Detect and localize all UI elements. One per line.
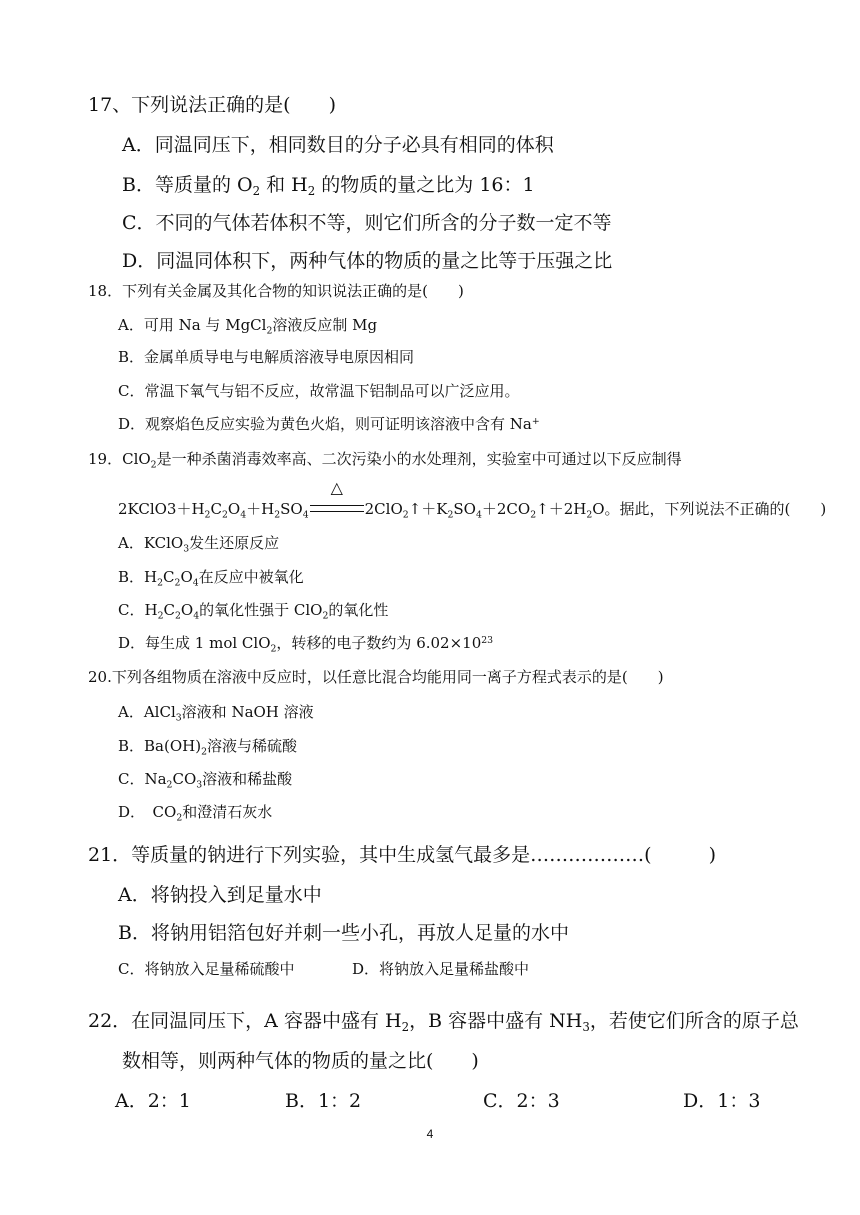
q22-option-d: D．1：3: [683, 1090, 761, 1112]
delta-heat-symbol: △: [330, 478, 343, 497]
q22-stem: 22．在同温同压下，A 容器中盛有 $H_2$，B 容器中盛有 $NH_3$，若使它们所含的原子总: [88, 1010, 799, 1035]
q18-stem: 18．下列有关金属及其化合物的知识说法正确的是( ): [88, 282, 464, 300]
q19-option-b: B．$H_2C_2O_4$在反应中被氧化: [118, 568, 304, 589]
q19-equation: $2KClO3+H_2C_2O_4+H_2SO_4$ △ $2ClO_2↑+K_2SO_4+2CO_2↑+2H_2O$。据此，下列说法不正确的( ): [118, 478, 827, 521]
q22-option-b: B．1：2: [285, 1090, 362, 1112]
q19-stem: 19．ClO$_2$是一种杀菌消毒效率高、二次污染小的水处理剂，实验室中可通过以下反应制得: [88, 450, 682, 471]
q17-option-a: A．同温同压下，相同数目的分子必具有相同的体积: [122, 134, 554, 156]
q21-option-b: B．将钠用铝箔包好并刺一些小孔，再放人足量的水中: [118, 922, 569, 944]
q20-option-b: B．$Ba(OH)_2$溶液与稀硫酸: [118, 737, 298, 758]
q21-stem: 21．等质量的钠进行下列实验，其中生成氢气最多是………………( ): [88, 844, 717, 866]
q20-option-c: C．$Na_2CO_3$溶液和稀盐酸: [118, 770, 293, 791]
q19-option-d: D．每生成 1 mol ClO$_2$，转移的电子数约为 $6.02\times 10^{23}$: [118, 634, 494, 655]
q17-option-d: D．同温同体积下，两种气体的物质的量之比等于压强之比: [122, 250, 613, 272]
page-number: 4: [426, 1127, 434, 1141]
q20-option-d: D． $CO_2$和澄清石灰水: [118, 803, 273, 824]
q17-option-c: C．不同的气体若体积不等，则它们所含的分子数一定不等: [122, 212, 612, 234]
q17-stem: 17、下列说法正确的是( ): [88, 94, 337, 116]
q18-option-d: D．观察焰色反应实验为黄色火焰，则可证明该溶液中含有 Na+: [118, 415, 540, 433]
q18-option-c: C．常温下氧气与铝不反应，故常温下铝制品可以广泛应用。: [118, 382, 520, 400]
q18-option-b: B．金属单质导电与电解质溶液导电原因相同: [118, 348, 415, 366]
q22-option-a: A．2：1: [115, 1090, 191, 1112]
q17-option-b: B．等质量的 $O_2$ 和 $H_2$ 的物质的量之比为 16：1: [122, 174, 535, 199]
q21-option-c: C．将钠放入足量稀硫酸中: [118, 960, 295, 978]
q19-option-a: A．KClO$_3$发生还原反应: [118, 534, 280, 555]
q22-stem-line2: 数相等，则两种气体的物质的量之比( ): [122, 1050, 479, 1072]
heating-equals-sign: [309, 478, 365, 518]
q22-option-c: C．2：3: [483, 1090, 560, 1112]
q21-option-a: A．将钠投入到足量水中: [118, 884, 322, 906]
q21-option-d: D．将钠放入足量稀盐酸中: [352, 960, 530, 978]
q18-option-a: A．可用 Na 与 MgCl$_2$溶液反应制 Mg: [118, 316, 378, 337]
q19-option-c: C．$H_2C_2O_4$的氧化性强于 ClO$_2$的氧化性: [118, 601, 389, 622]
q20-stem: 20.下列各组物质在溶液中反应时，以任意比混合均能用同一离子方程式表示的是( ): [88, 668, 664, 686]
q20-option-a: A．AlCl$_3$溶液和 NaOH 溶液: [118, 703, 314, 724]
